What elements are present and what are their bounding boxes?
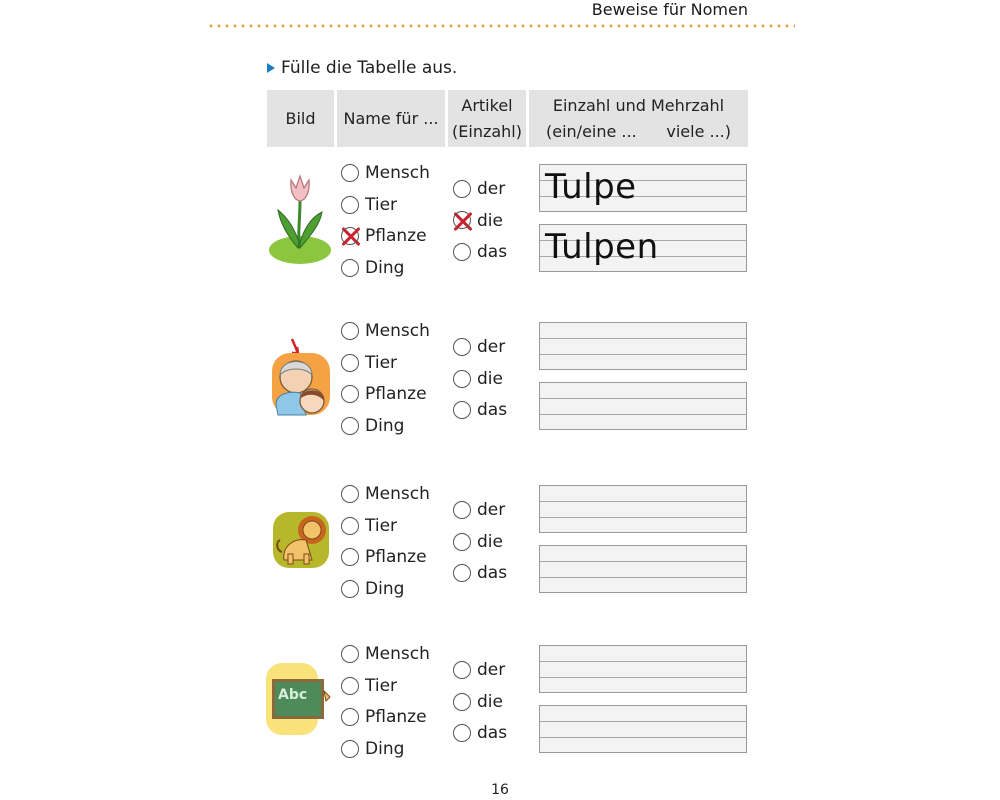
radio-icon[interactable] (341, 354, 359, 372)
writing-guide-line (540, 398, 746, 399)
singular-writing-lines[interactable] (539, 164, 747, 212)
instruction-text: Fülle die Tabelle aus. (281, 58, 458, 78)
article-option[interactable] (453, 498, 505, 522)
category-option[interactable] (341, 161, 430, 185)
article-label: das (477, 400, 508, 420)
radio-icon[interactable] (341, 196, 359, 214)
writing-guide-line (540, 561, 746, 562)
column-header-bild (267, 90, 334, 147)
category-label: Tier (365, 515, 398, 536)
column-header-name (337, 90, 445, 147)
radio-icon[interactable] (453, 180, 471, 198)
dotted-divider (207, 24, 795, 28)
article-option[interactable] (453, 530, 503, 554)
category-label: Mensch (365, 321, 430, 341)
category-option[interactable] (341, 414, 404, 438)
radio-ring (341, 227, 359, 245)
plural-writing-lines[interactable] (539, 545, 747, 593)
column-header-zahl-line1: Einzahl und Mehrzahl (552, 95, 725, 115)
plural-writing-lines[interactable] (539, 382, 747, 430)
article-label: das (477, 563, 508, 583)
category-label: Ding (365, 415, 405, 436)
article-option[interactable] (453, 690, 503, 714)
category-option[interactable] (341, 382, 427, 406)
category-label: Pflanze (365, 384, 427, 404)
radio-icon[interactable] (341, 677, 359, 695)
radio-icon[interactable] (453, 370, 471, 388)
writing-guide-line (540, 338, 746, 339)
radio-icon[interactable] (453, 338, 471, 356)
page-number: 16 (491, 782, 509, 798)
page-header-title: Beweise für Nomen (591, 0, 748, 19)
checked-radio-icon[interactable] (341, 227, 359, 245)
radio-icon[interactable] (453, 501, 471, 519)
category-label: Pflanze (365, 547, 427, 567)
writing-guide-line (540, 721, 746, 722)
article-label: die (477, 531, 503, 552)
category-option[interactable] (341, 351, 397, 375)
category-option[interactable] (341, 737, 404, 761)
singular-writing-lines[interactable] (539, 485, 747, 533)
category-label: Pflanze (365, 707, 427, 727)
column-header-zahl-line2 (529, 119, 748, 145)
category-option[interactable] (341, 482, 430, 506)
category-label: Mensch (365, 163, 430, 183)
article-label: die (477, 210, 503, 231)
category-option[interactable] (341, 674, 397, 698)
category-option[interactable] (341, 642, 430, 666)
plural-writing-lines[interactable] (539, 224, 747, 272)
radio-icon[interactable] (341, 164, 359, 182)
radio-icon[interactable] (341, 417, 359, 435)
column-header-zahl (529, 90, 748, 147)
writing-guide-line (540, 501, 746, 502)
article-label: die (477, 691, 503, 712)
chalkboard-abc-icon (266, 663, 336, 735)
category-option[interactable] (341, 577, 404, 601)
article-option[interactable] (453, 240, 507, 264)
article-label: der (477, 660, 506, 680)
writing-guide-line (540, 414, 746, 415)
radio-icon[interactable] (341, 740, 359, 758)
writing-guide-line (540, 577, 746, 578)
column-header-artikel (448, 90, 526, 147)
play-triangle-icon (267, 63, 275, 73)
radio-icon[interactable] (453, 533, 471, 551)
article-label: die (477, 368, 503, 389)
article-label: der (477, 500, 506, 520)
article-option[interactable] (453, 658, 505, 682)
chalkboard-text: Abc (278, 687, 308, 703)
category-label: Ding (365, 738, 405, 759)
radio-icon[interactable] (453, 243, 471, 261)
category-option[interactable] (341, 193, 397, 217)
article-label: der (477, 179, 506, 199)
category-label: Tier (365, 194, 398, 215)
article-option[interactable] (453, 209, 503, 233)
column-header-bild-label: Bild (285, 108, 316, 128)
category-label: Mensch (365, 484, 430, 504)
singular-writing-lines[interactable] (539, 322, 747, 370)
category-option[interactable] (341, 705, 427, 729)
radio-icon[interactable] (341, 580, 359, 598)
lion-icon (272, 510, 330, 570)
radio-icon[interactable] (341, 645, 359, 663)
tulip-icon (268, 172, 334, 266)
radio-icon[interactable] (341, 385, 359, 403)
article-option[interactable] (453, 177, 505, 201)
category-option[interactable] (341, 514, 397, 538)
radio-icon[interactable] (453, 724, 471, 742)
category-option[interactable] (341, 545, 427, 569)
category-option[interactable] (341, 319, 430, 343)
writing-guide-line (540, 661, 746, 662)
category-option[interactable] (341, 256, 404, 280)
category-label: Pflanze (365, 226, 427, 246)
writing-guide-line (540, 354, 746, 355)
radio-icon[interactable] (341, 322, 359, 340)
plural-answer: Tulpen (545, 227, 659, 267)
radio-icon[interactable] (453, 661, 471, 679)
article-label: das (477, 242, 508, 262)
writing-guide-line (540, 677, 746, 678)
article-option[interactable] (453, 335, 505, 359)
radio-ring (453, 211, 471, 229)
singular-writing-lines[interactable] (539, 645, 747, 693)
category-label: Tier (365, 352, 398, 373)
category-label: Mensch (365, 644, 430, 664)
singular-answer: Tulpe (545, 167, 637, 207)
instruction (267, 57, 457, 79)
article-label: das (477, 723, 508, 743)
radio-icon[interactable] (453, 401, 471, 419)
radio-icon[interactable] (341, 259, 359, 277)
category-label: Tier (365, 675, 398, 696)
article-option[interactable] (453, 367, 503, 391)
article-option[interactable] (453, 398, 507, 422)
radio-icon[interactable] (341, 548, 359, 566)
category-label: Ding (365, 257, 405, 278)
category-option[interactable] (341, 224, 427, 248)
radio-icon[interactable] (341, 517, 359, 535)
radio-icon[interactable] (453, 693, 471, 711)
column-header-artikel-line1: Artikel (461, 95, 513, 115)
column-header-artikel-line2: (Einzahl) (452, 121, 522, 141)
radio-icon[interactable] (453, 564, 471, 582)
article-option[interactable] (453, 721, 507, 745)
radio-icon[interactable] (341, 708, 359, 726)
grandmother-child-icon (270, 335, 332, 421)
column-header-zahl-plural: viele ...) (666, 121, 731, 141)
article-label: der (477, 337, 506, 357)
article-option[interactable] (453, 561, 507, 585)
plural-writing-lines[interactable] (539, 705, 747, 753)
writing-guide-line (540, 737, 746, 738)
column-header-name-label: Name für ... (343, 108, 439, 128)
writing-guide-line (540, 517, 746, 518)
column-header-zahl-singular: (ein/eine ... (546, 121, 637, 141)
radio-icon[interactable] (341, 485, 359, 503)
category-label: Ding (365, 578, 405, 599)
checked-radio-icon[interactable] (453, 212, 471, 230)
